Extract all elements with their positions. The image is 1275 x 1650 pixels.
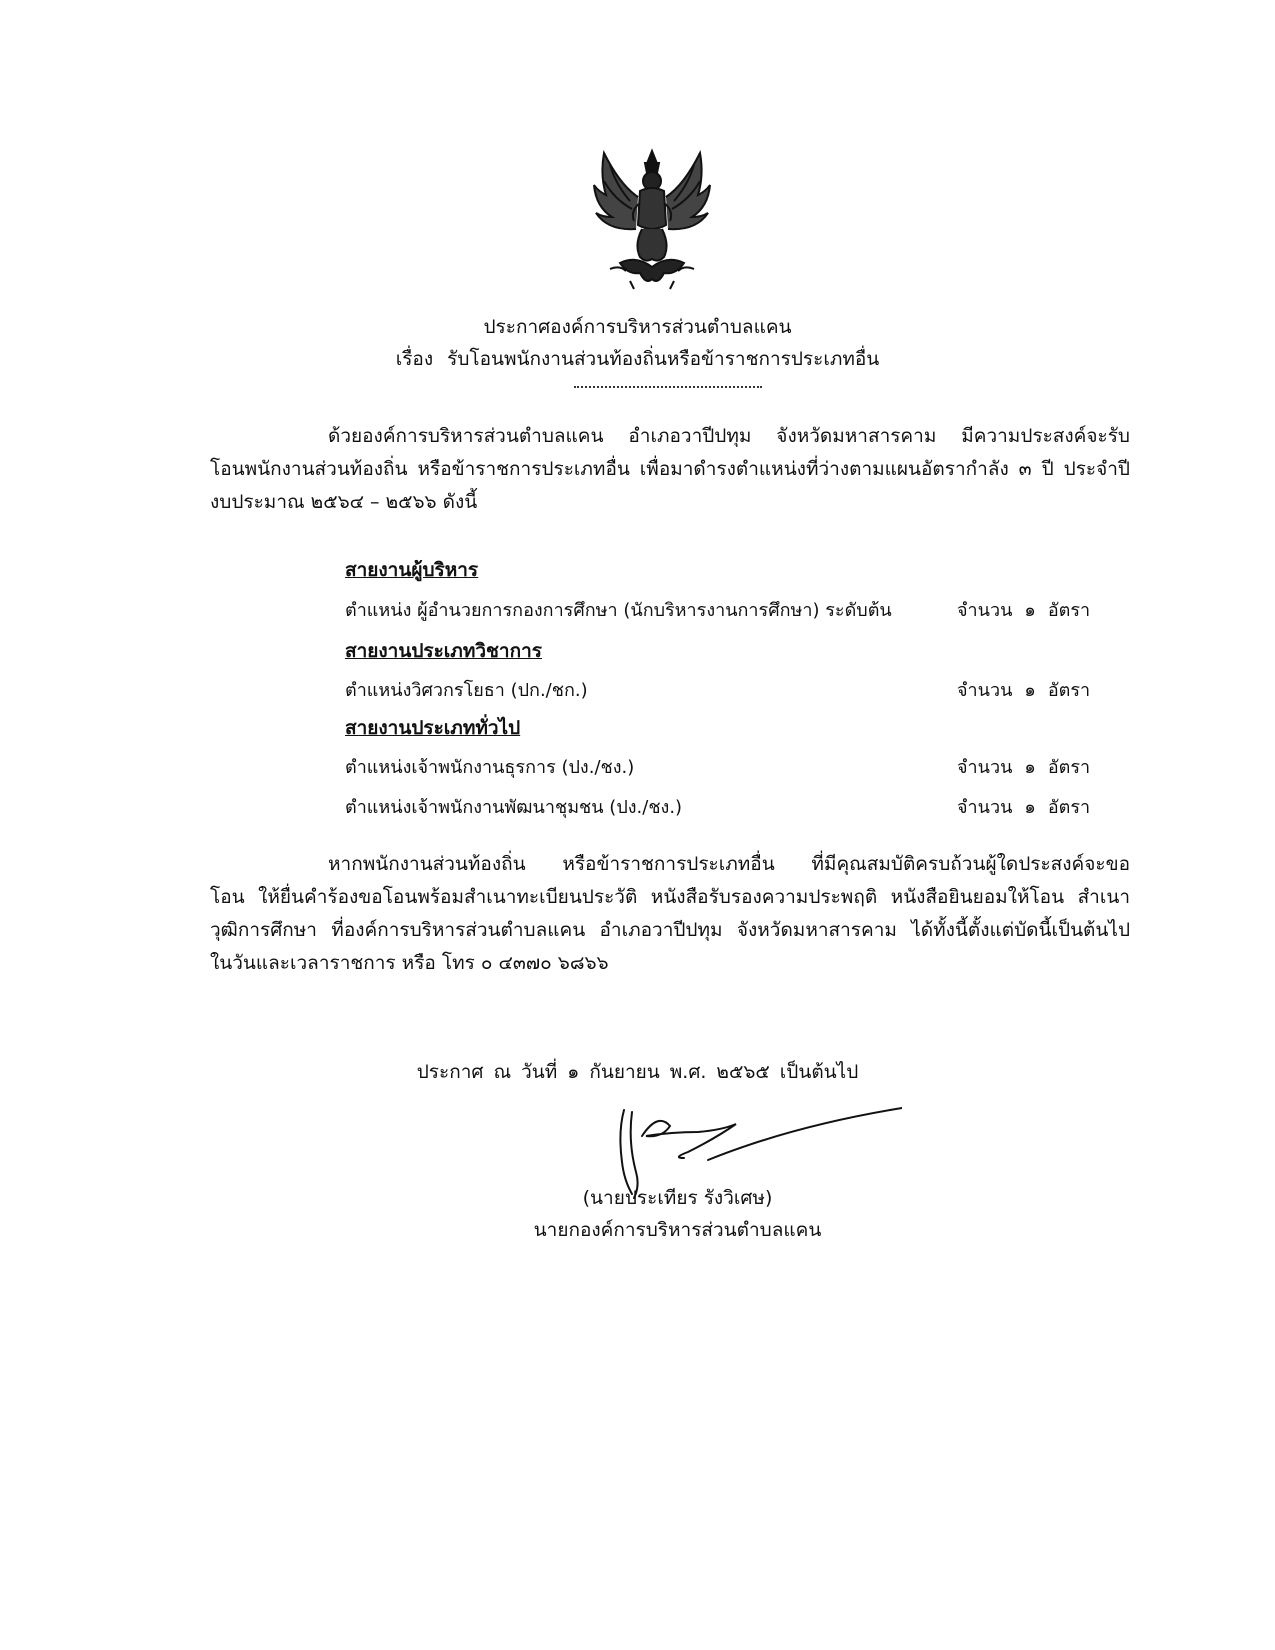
intro-line: ด้วยองค์การบริหารส่วนตำบลแคน อำเภอวาปีปทุม จังหวัดมหาสารคาม มีความประสงค์จะรับ <box>328 425 1130 447</box>
position-count: จำนวน ๑ อัตรา <box>957 797 1091 818</box>
section-heading-general: สายงานประเภททั่วไป <box>345 717 521 739</box>
instructions-line: ในวันและเวลาราชการ หรือ โทร ๐ ๔๓๗๐ ๖๘๖๖ <box>210 952 609 974</box>
instructions-line: หากพนักงานส่วนท้องถิ่น หรือข้าราชการประเภทอื่น ที่มีคุณสมบัติครบถ้วนผู้ใดประสงค์จะขอ <box>328 853 1130 875</box>
position-name: ตำแหน่งเจ้าพนักงานพัฒนาชุมชน (ปง./ชง.) <box>345 797 683 818</box>
position-name: ตำแหน่งเจ้าพนักงานธุรการ (ปง./ชง.) <box>345 757 635 778</box>
position-count: จำนวน ๑ อัตรา <box>957 757 1091 778</box>
position-count: จำนวน ๑ อัตรา <box>957 680 1091 701</box>
signatory-title: นายกองค์การบริหารส่วนตำบลแคน <box>533 1219 822 1241</box>
subject-text: รับโอนพนักงานส่วนท้องถิ่นหรือข้าราชการประเภทอื่น <box>447 348 880 370</box>
position-name: ตำแหน่งวิศวกรโยธา (ปก./ชก.) <box>345 680 588 701</box>
title-divider <box>574 386 762 388</box>
announcement-subject <box>0 344 1275 374</box>
section-heading-executive: สายงานผู้บริหาร <box>345 559 479 581</box>
position-count: จำนวน ๑ อัตรา <box>957 600 1091 621</box>
instructions-paragraph <box>210 848 1130 980</box>
garuda-emblem-icon <box>590 145 715 295</box>
announcement-date: ประกาศ ณ วันที่ ๑ กันยายน พ.ศ. ๒๕๖๕ เป็นต้นไป <box>416 1061 859 1083</box>
instructions-line: วุฒิการศึกษา ที่องค์การบริหารส่วนตำบลแคน อำเภอวาปีปทุม จังหวัดมหาสารคาม ได้ทั้งนี้ตั้งแต่บัดนี้เป็นต้นไป <box>210 919 1130 941</box>
intro-line: โอนพนักงานส่วนท้องถิ่น หรือข้าราชการประเภทอื่น เพื่อมาดำรงตำแหน่งที่ว่างตามแผนอัตรากำลัง ๓ ปี ประจำปี <box>210 458 1130 480</box>
subject-label: เรื่อง <box>395 348 434 370</box>
announcement-title: ประกาศองค์การบริหารส่วนตำบลแคน <box>483 316 792 338</box>
section-heading-academic: สายงานประเภทวิชาการ <box>345 640 542 662</box>
position-name: ตำแหน่ง ผู้อำนวยการกองการศึกษา (นักบริหารงานการศึกษา) ระดับต้น <box>345 600 892 621</box>
instructions-line: โอน ให้ยื่นคำร้องขอโอนพร้อมสำเนาทะเบียนประวัติ หนังสือรับรองความประพฤติ หนังสือยินยอมให้โอน สำเนา <box>210 886 1130 908</box>
signatory-name: (นายประเทียร รังวิเศษ) <box>582 1187 773 1209</box>
intro-paragraph <box>210 420 1130 519</box>
intro-line: งบประมาณ ๒๕๖๔ – ๒๕๖๖ ดังนี้ <box>210 491 478 513</box>
